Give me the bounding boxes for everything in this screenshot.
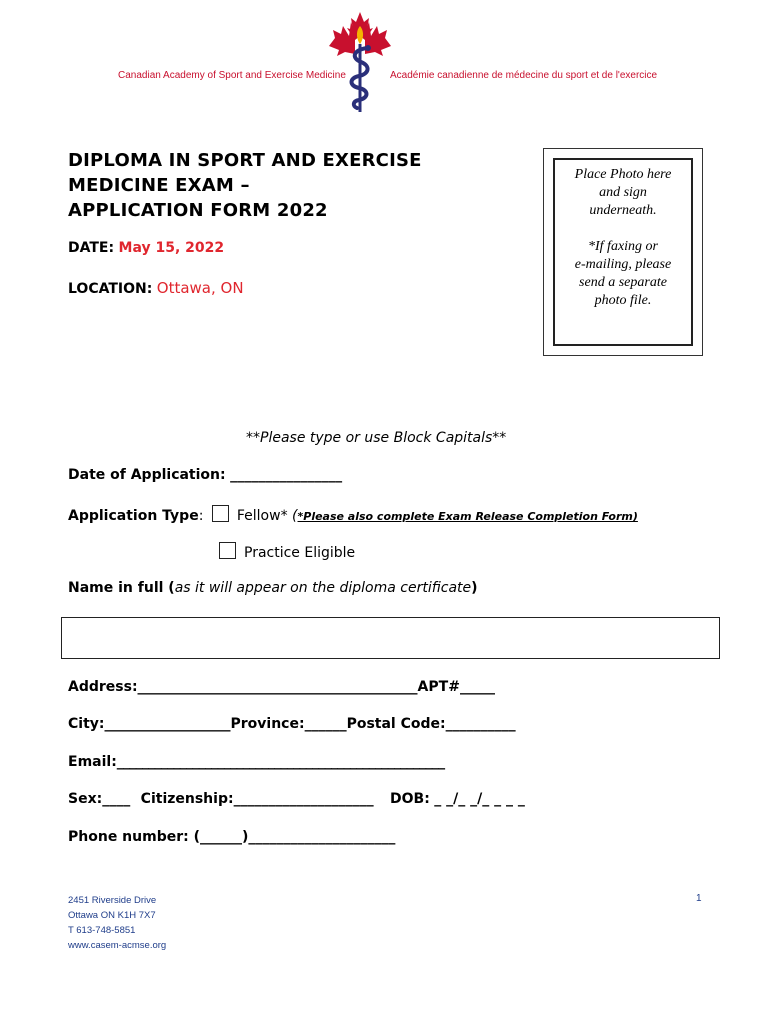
city-row[interactable] bbox=[68, 716, 516, 732]
application-type-row bbox=[68, 505, 638, 524]
apt-label: ___APT# bbox=[396, 679, 460, 695]
photo-frame bbox=[553, 158, 693, 346]
photo-instruction: underneath. bbox=[589, 203, 657, 218]
footer-address bbox=[68, 893, 166, 953]
footer-street: 2451 Riverside Drive bbox=[68, 895, 157, 906]
date-of-application-label: Date of Application: bbox=[68, 467, 226, 483]
page-title bbox=[68, 148, 422, 223]
phone-area-blank[interactable]: ______ bbox=[200, 829, 242, 845]
city-label: City: bbox=[68, 716, 105, 732]
footer-website[interactable]: www.casem-acmse.org bbox=[68, 940, 167, 951]
practice-eligible-row bbox=[219, 542, 355, 561]
phone-label: Phone number: ( bbox=[68, 829, 200, 845]
postal-code-blank[interactable]: __________ bbox=[445, 716, 516, 732]
fellow-checkbox[interactable] bbox=[212, 505, 229, 522]
citizenship-blank[interactable]: ____________________ bbox=[233, 791, 374, 807]
location-value: Ottawa, ON bbox=[156, 279, 244, 297]
province-label: Province: bbox=[230, 716, 305, 732]
footer-phone: T 613-748-5851 bbox=[68, 925, 136, 936]
org-name-english: Canadian Academy of Sport and Exercise Medicine bbox=[118, 70, 346, 81]
phone-row[interactable] bbox=[68, 829, 395, 845]
address-blank[interactable]: _____________________________________ bbox=[137, 679, 397, 695]
name-label: Name in full ( bbox=[68, 580, 175, 596]
phone-close-paren: ) bbox=[242, 829, 249, 845]
application-type-colon: : bbox=[198, 508, 204, 524]
location-label: LOCATION: bbox=[68, 281, 153, 297]
photo-instruction: *If faxing or bbox=[588, 239, 658, 254]
org-name-french: Académie canadienne de médecine du sport et de l'exercice bbox=[390, 70, 658, 81]
title-line: DIPLOMA IN SPORT AND EXERCISE bbox=[68, 150, 422, 171]
province-blank[interactable]: ______ bbox=[304, 716, 347, 732]
dob-blank[interactable]: _ _/_ _/_ _ _ _ bbox=[434, 791, 525, 807]
application-type-label: Application Type bbox=[68, 508, 199, 524]
date-of-application-blank[interactable]: ________________ bbox=[230, 467, 343, 483]
page-number: 1 bbox=[696, 893, 702, 904]
date-label: DATE: bbox=[68, 240, 115, 256]
postal-code-label: Postal Code: bbox=[346, 716, 446, 732]
sex-citizenship-dob-row[interactable] bbox=[68, 791, 525, 807]
fellow-note: *Please also complete Exam Release Completion Form) bbox=[297, 510, 638, 523]
dob-label: DOB: bbox=[390, 791, 430, 807]
email-blank[interactable]: ____________________________________________________ bbox=[116, 754, 445, 770]
fellow-note-paren: ( bbox=[292, 508, 298, 524]
photo-instruction: e-mailing, please bbox=[574, 257, 672, 272]
date-value: May 15, 2022 bbox=[118, 240, 225, 256]
date-of-application-field[interactable] bbox=[68, 467, 342, 483]
name-in-full-input[interactable] bbox=[61, 617, 720, 659]
apt-blank[interactable]: _____ bbox=[459, 679, 495, 695]
photo-instruction: Place Photo here bbox=[574, 167, 672, 182]
name-note: as it will appear on the diploma certificate bbox=[174, 580, 472, 596]
block-capitals-instruction: **Please type or use Block Capitals** bbox=[246, 430, 507, 446]
exam-location bbox=[68, 279, 244, 297]
email-row[interactable] bbox=[68, 754, 444, 770]
practice-eligible-label: Practice Eligible bbox=[244, 545, 356, 561]
address-row[interactable] bbox=[68, 679, 495, 695]
city-blank[interactable]: __________________ bbox=[104, 716, 231, 732]
citizenship-label: Citizenship: bbox=[140, 791, 234, 807]
sex-label: Sex: bbox=[68, 791, 103, 807]
email-label: Email: bbox=[68, 754, 117, 770]
phone-blank[interactable]: _____________________ bbox=[248, 829, 396, 845]
photo-instruction: and sign bbox=[599, 185, 647, 200]
name-close-paren: ) bbox=[471, 580, 478, 596]
photo-instruction: send a separate bbox=[579, 275, 667, 290]
name-in-full-label bbox=[68, 580, 478, 596]
title-line: MEDICINE EXAM – bbox=[68, 175, 250, 196]
address-label: Address: bbox=[68, 679, 138, 695]
sex-blank[interactable]: ____ bbox=[102, 791, 131, 807]
exam-date bbox=[68, 240, 224, 256]
footer-city: Ottawa ON K1H 7X7 bbox=[68, 910, 156, 921]
photo-instruction: photo file. bbox=[594, 293, 652, 308]
maple-leaf-caduceus-logo bbox=[325, 8, 395, 116]
title-line: APPLICATION FORM 2022 bbox=[68, 200, 328, 221]
photo-placeholder[interactable] bbox=[543, 148, 703, 356]
practice-eligible-checkbox[interactable] bbox=[219, 542, 236, 559]
fellow-option-label: Fellow* bbox=[236, 508, 288, 524]
